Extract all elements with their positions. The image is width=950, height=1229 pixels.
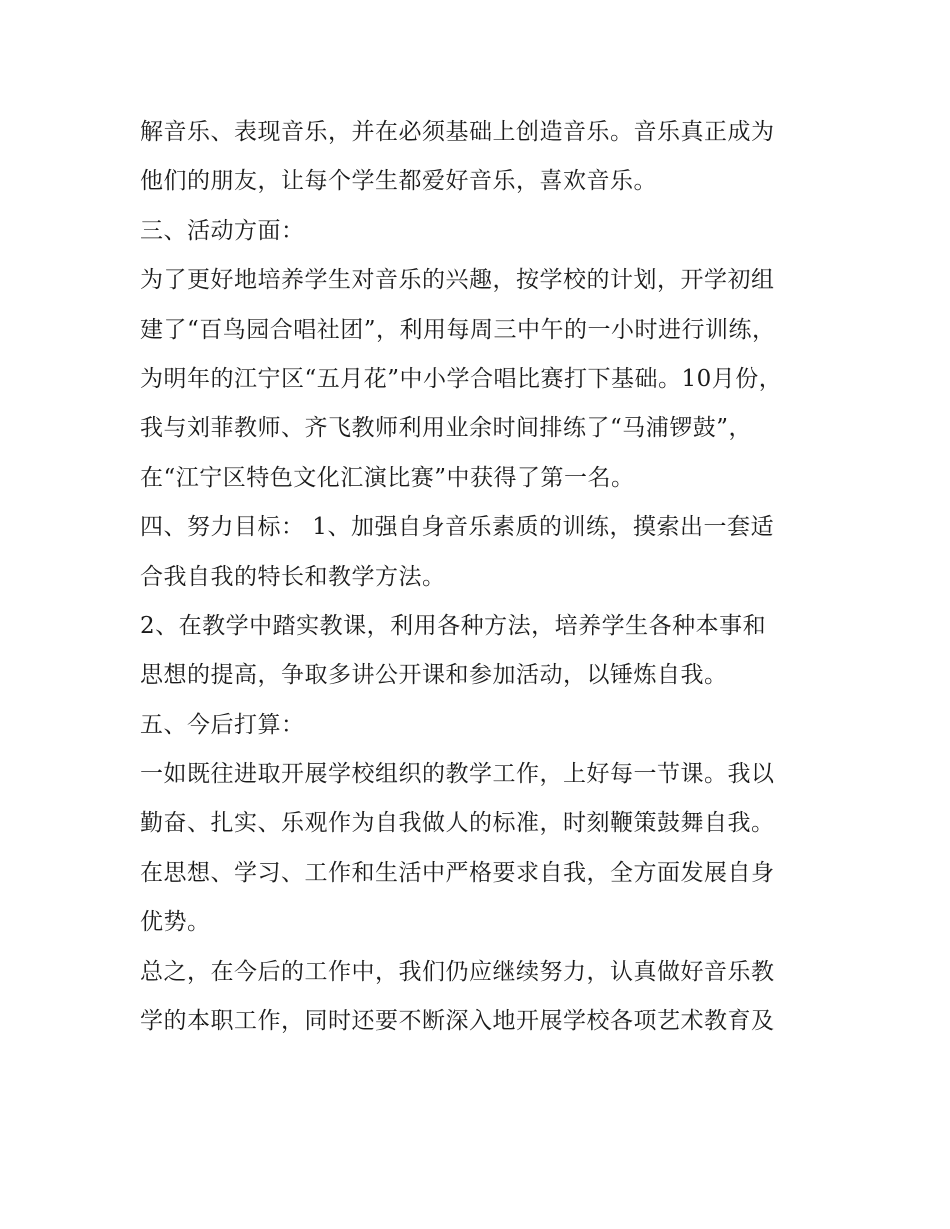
text-line: 解音乐、表现音乐，并在必须基础上创造音乐。音乐真正成为: [140, 119, 775, 145]
text-line: 学的本职工作，同时还要不断深入地开展学校各项艺术教育及: [140, 1008, 775, 1035]
text-line: 总之，在今后的工作中，我们仍应继续努力，认真做好音乐教: [140, 958, 775, 985]
text-line: 思想的提高，争取多讲公开课和参加活动，以锤炼自我。: [140, 662, 728, 689]
text-line: 在思想、学习、工作和生活中严格要求自我，全方面发展自身: [140, 859, 775, 886]
section-heading: 四、努力目标： 1、加强自身音乐素质的训练，摸索出一套适: [140, 514, 774, 541]
text-line: 合我自我的特长和教学方法。: [140, 563, 446, 590]
text-line: 一如既往进取开展学校组织的教学工作，上好每一节课。我以: [140, 761, 775, 788]
text-line: 2、在教学中踏实教课，利用各种方法，培养学生各种本事和: [140, 612, 767, 639]
text-line: 优势。: [140, 909, 211, 936]
text-line: 我与刘菲教师、齐飞教师利用业余时间排练了“马浦锣鼓”，: [140, 415, 753, 442]
text-line: 为了更好地培养学生对音乐的兴趣，按学校的计划，开学初组: [140, 267, 775, 294]
text-line: 勤奋、扎实、乐观作为自我做人的标准，时刻鞭策鼓舞自我。: [140, 810, 775, 837]
text-line: 在“江宁区特色文化汇演比赛”中获得了第一名。: [140, 464, 635, 491]
document-body: [140, 108, 820, 1046]
text-line: 建了“百鸟园合唱社团”，利用每周三中午的一小时进行训练，: [140, 316, 776, 343]
section-heading: 五、今后打算：: [140, 711, 305, 738]
section-heading: 三、活动方面：: [140, 217, 305, 244]
text-line: 他们的朋友，让每个学生都爱好音乐，喜欢音乐。: [140, 168, 657, 195]
text-line: 为明年的江宁区“五月花”中小学合唱比赛打下基础。10月份，: [140, 365, 783, 392]
